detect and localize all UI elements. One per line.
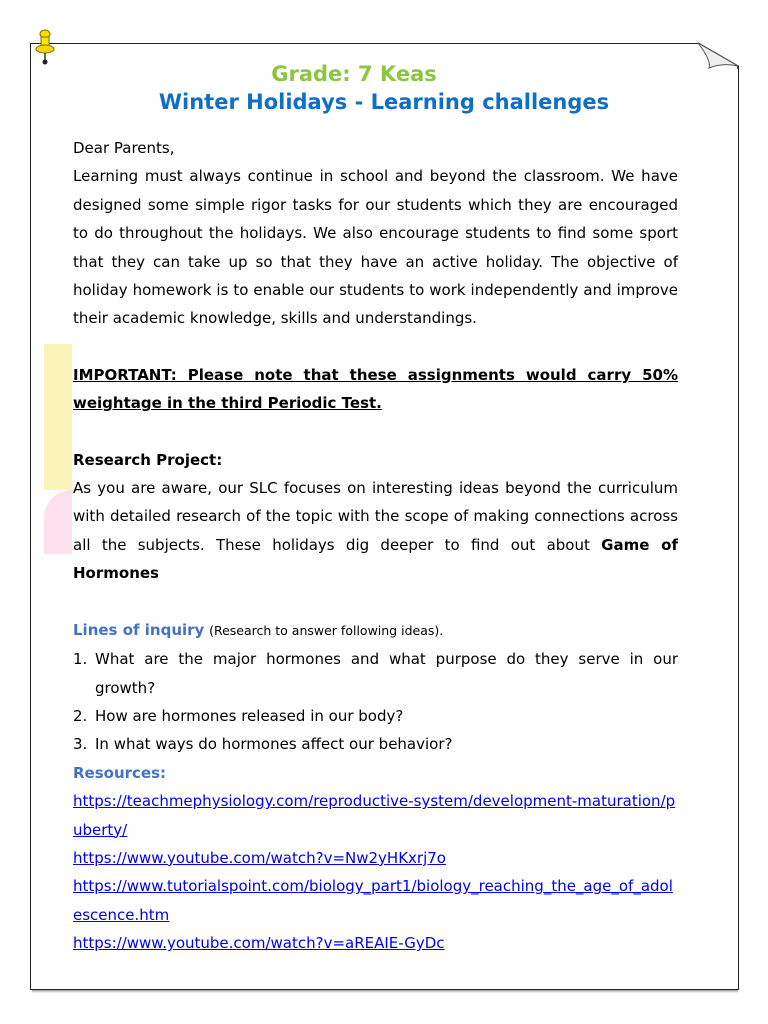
inquiry-note: (Research to answer following ideas). xyxy=(209,622,444,638)
grade-heading: Grade: 7 Keas xyxy=(271,62,437,86)
list-item xyxy=(73,645,678,702)
inquiry-line xyxy=(73,616,678,645)
page-title: Winter Holidays - Learning challenges xyxy=(158,90,610,114)
resource-link-youtube-2[interactable]: https://www.youtube.com/watch?v=aREAIE-GyDc xyxy=(73,934,445,953)
decorative-strip-yellow xyxy=(44,344,72,490)
list-text: In what ways do hormones affect our behavior? xyxy=(95,735,453,754)
list-item xyxy=(73,730,678,758)
page-right-border xyxy=(738,66,739,990)
pushpin-icon xyxy=(34,28,56,66)
important-note: IMPORTANT: Please note that these assignments would carry 50% weightage in the third Periodic Test. xyxy=(73,365,678,413)
list-text: How are hormones released in our body? xyxy=(95,706,404,725)
resource-link-teachmephysiology[interactable]: https://teachmephysiology.com/reproductive-system/development-maturation/puberty/ xyxy=(73,792,676,839)
research-body: As you are aware, our SLC focuses on interesting ideas beyond the curriculum with detailed research of the topic with the scope of making connections across all the subjects. These holidays dig deeper to find out about xyxy=(73,479,678,554)
research-heading: Research Project: xyxy=(73,450,223,469)
list-number: 2. xyxy=(73,706,88,725)
list-text: What are the major hormones and what purpose do they serve in our growth? xyxy=(95,650,678,697)
letter-body xyxy=(73,134,678,958)
page-shadow xyxy=(32,990,738,993)
research-paragraph xyxy=(73,474,678,588)
resources-heading: Resources: xyxy=(73,763,167,782)
page-top-border xyxy=(30,43,698,44)
research-topic: Game of Hormones xyxy=(73,535,678,583)
resource-link-tutorialspoint[interactable]: https://www.tutorialspoint.com/biology_part1/biology_reaching_the_age_of_adolescence.htm xyxy=(73,877,673,924)
intro-paragraph: Learning must always continue in school and beyond the classroom. We have designed some simple rigor tasks for our students which they are encouraged to do throughout the holidays. We also encourage students to find some sport that they can take up so that they have an active holiday. The objective of holiday homework is to enable our students to work independently and improve their academic knowledge, skills and understandings. xyxy=(73,167,678,328)
list-number: 1. xyxy=(73,650,88,669)
inquiry-heading: Lines of inquiry xyxy=(73,620,205,639)
list-item xyxy=(73,702,678,730)
greeting: Dear Parents, xyxy=(73,139,175,157)
inquiry-list xyxy=(73,645,678,759)
resource-link-youtube-1[interactable]: https://www.youtube.com/watch?v=Nw2yHKxrj7o xyxy=(73,848,446,867)
list-number: 3. xyxy=(73,735,88,754)
